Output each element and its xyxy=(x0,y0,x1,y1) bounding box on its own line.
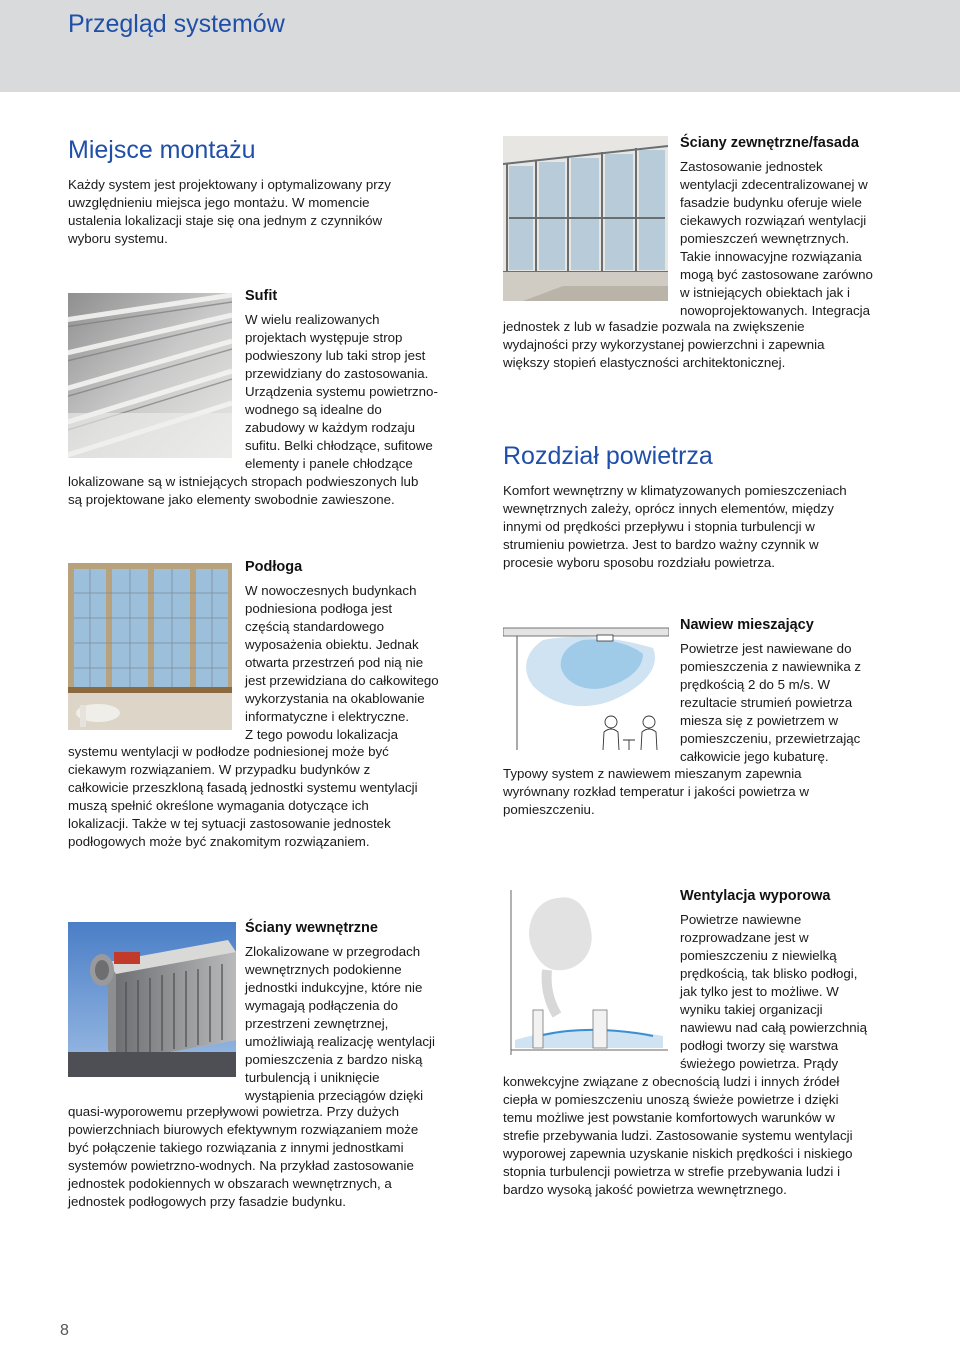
text-line: nowoprojektowanych. Integracja xyxy=(680,303,870,318)
text-line: przewidziany do zastosowania. xyxy=(245,366,429,381)
text-line: ciekawym rozwiązaniem. W przypadku budynków z xyxy=(68,762,371,777)
text-line: całkowicie jego kubaturę. xyxy=(680,749,829,764)
text-line: być połączenie takiego rozwiązania z innymi jednostkami xyxy=(68,1140,404,1155)
text-line: strumieniu powietrza. Jest to bardzo ważny czynnik w xyxy=(503,537,819,552)
text-line: jednostek z lub w fasadzie pozwala na zwiększenie xyxy=(503,319,805,334)
ceiling-photo xyxy=(68,293,232,458)
heading-sufit: Sufit xyxy=(245,288,278,304)
text-line: innymi od prędkości przepływu i stopnia turbulencji w xyxy=(503,519,815,534)
text-line: Typowy system z nawiewem mieszanym zapewnia xyxy=(503,766,802,781)
text-line: jednostki indukcyjne, które nie xyxy=(245,980,423,995)
induction-unit-render xyxy=(68,922,236,1077)
text-line: jednostek podokiennych w obszarach wewnętrznych, a xyxy=(68,1176,392,1191)
text-line: podłogowych może być znakomitym rozwiązaniem. xyxy=(68,834,370,849)
text-line: pomieszczenia z nawiewnika z xyxy=(680,659,862,674)
sciany-wewnetrzne-text-beside xyxy=(245,943,435,1105)
text-line: wydajności przy wykorzystanej powierzchni i zapewnia xyxy=(503,337,825,352)
text-line: rozprowadzane jest w xyxy=(680,930,809,945)
text-line: Z tego powodu lokalizacja xyxy=(245,727,399,742)
text-line: lokalizowane są w istniejących stropach podwieszonych lub xyxy=(68,474,419,489)
raised-floor-photo xyxy=(68,563,232,730)
text-line: wystąpienia przeciągów dzięki xyxy=(245,1088,424,1103)
text-line: częścią standardowego xyxy=(245,619,384,634)
sciany-zewnetrzne-text-beside xyxy=(680,158,873,320)
text-line: Każdy system jest projektowany i optymalizowany przy xyxy=(68,177,391,192)
text-line: wewnętrznych podokienne xyxy=(245,962,402,977)
text-line: Takie innowacyjne rozwiązania xyxy=(680,249,862,264)
text-line: przestrzeni zewnętrznej, xyxy=(245,1016,389,1031)
text-line: wykorzystania na okablowanie xyxy=(245,691,425,706)
text-line: świeżego powietrza. Prądy xyxy=(680,1056,839,1071)
text-line: strefie przebywania ludzi. Zastosowanie systemu wentylacji xyxy=(503,1128,853,1143)
text-line: prędkością 2 do 5 m/s. W xyxy=(680,677,831,692)
text-line: otwarta przestrzeń pod nią nie xyxy=(245,655,424,670)
text-line: lokalizacji. Także w tej sytuacji zastosowanie jednostek xyxy=(68,816,391,831)
text-line: pomieszczeń wewnętrznych. xyxy=(680,231,850,246)
text-line: Powietrze nawiewne xyxy=(680,912,802,927)
displacement-ventilation-diagram xyxy=(503,890,668,1055)
text-line: nawiewu nad całą powierzchnią xyxy=(680,1020,868,1035)
text-line: pomieszczeniu. xyxy=(503,802,595,817)
sciany-wewnetrzne-text-full xyxy=(68,1103,418,1211)
text-line: wymagają podłączenia do xyxy=(245,998,399,1013)
heading-sciany-zewnetrzne: Ściany zewnętrzne/fasada xyxy=(680,135,859,151)
text-line: elementy i panele chłodzące xyxy=(245,456,413,471)
text-line: W wielu realizowanych xyxy=(245,312,380,327)
text-line: uwzględnieniu miejsca jego montażu. W momencie xyxy=(68,195,370,210)
nawiew-text-full xyxy=(503,765,809,819)
text-line: turbulencją i uniknięcie xyxy=(245,1070,380,1085)
wyporowa-text-beside xyxy=(680,911,867,1073)
heading-sciany-wewnetrzne: Ściany wewnętrzne xyxy=(245,920,378,936)
section-title-rozdzial-powietrza: Rozdział powietrza xyxy=(503,442,713,470)
section-title-miejsce-montazu: Miejsce montażu xyxy=(68,136,256,164)
heading-wentylacja-wyporowa: Wentylacja wyporowa xyxy=(680,888,831,904)
text-line: większy stopień elastyczności architektonicznej. xyxy=(503,355,786,370)
text-line: quasi-wyporowemu przepływowi powietrza. Przy dużych xyxy=(68,1104,400,1119)
text-line: pomieszczeniu, przewietrzając xyxy=(680,731,861,746)
text-line: ciepła w pomieszczeniu unoszą świeże powietrze i dzięki xyxy=(503,1092,839,1107)
podloga-text-full xyxy=(68,743,418,851)
podloga-text-beside xyxy=(245,582,439,744)
text-line: Zastosowanie jednostek xyxy=(680,159,823,174)
text-line: jednostek podłogowych przy fasadzie budynku. xyxy=(68,1194,346,1209)
text-line: temu możliwe jest powstanie komfortowych warunków w xyxy=(503,1110,835,1125)
text-line: jest przewidziana do całkowitego xyxy=(245,673,439,688)
text-line: mogą być zastosowane zarówno xyxy=(680,267,873,282)
text-line: fasadzie budynku oferuje wiele xyxy=(680,195,862,210)
text-line: zabudowy w każdym rodzaju xyxy=(245,420,415,435)
text-line: są projektowane jako elementy swobodnie zawieszone. xyxy=(68,492,395,507)
sufit-text-beside xyxy=(245,311,438,473)
text-line: W nowoczesnych budynkach xyxy=(245,583,417,598)
wyporowa-text-full xyxy=(503,1073,853,1199)
text-line: muszą spełnić określone wymagania dotyczące ich xyxy=(68,798,369,813)
text-line: podniesiona podłoga jest xyxy=(245,601,393,616)
text-line: wyporowej zapewnia uzyskanie niskich prędkości i niskiego xyxy=(503,1146,853,1161)
text-line: wyniku takiej organizacji xyxy=(680,1002,823,1017)
sufit-text-full xyxy=(68,473,418,509)
text-line: pomieszczeniu z niewielką xyxy=(680,948,837,963)
text-line: sufitu. Belki chłodzące, sufitowe xyxy=(245,438,433,453)
text-line: umożliwiają realizację wentylacji xyxy=(245,1034,435,1049)
text-line: wyrównany rozkład temperatur i jakości powietrza w xyxy=(503,784,809,799)
text-line: ciekawych rozwiązań wentylacji xyxy=(680,213,867,228)
text-line: projektach występuje strop xyxy=(245,330,403,345)
text-line: miesza się z powietrzem w xyxy=(680,713,839,728)
text-line: ustalenia lokalizacji staje się ona jednym z czynników xyxy=(68,213,383,228)
text-line: Zlokalizowane w przegrodach xyxy=(245,944,421,959)
text-line: całkowicie przeszkloną fasadą jednostki systemu wentylacji xyxy=(68,780,418,795)
text-line: w istniejących obiektach jak i xyxy=(680,285,850,300)
heading-podloga: Podłoga xyxy=(245,559,303,575)
text-line: Urządzenia systemu powietrzno- xyxy=(245,384,438,399)
text-line: Komfort wewnętrzny w klimatyzowanych pomieszczeniach xyxy=(503,483,847,498)
mixing-ventilation-diagram xyxy=(503,622,669,750)
facade-windows-photo xyxy=(503,136,668,301)
text-line: pomieszczenia z bardzo niską xyxy=(245,1052,423,1067)
text-line: wewnętrznych zależy, oprócz innych elementów, między xyxy=(503,501,834,516)
text-line: powierzchniach biurowych efektywnym rozwiązaniem może xyxy=(68,1122,419,1137)
text-line: stopnia turbulencji powietrza w strefie przebywania ludzi i xyxy=(503,1164,841,1179)
heading-nawiew-mieszajacy: Nawiew mieszający xyxy=(680,617,814,633)
sciany-zewnetrzne-text-full xyxy=(503,318,824,372)
text-line: wyposażenia obiektu. Jednak xyxy=(245,637,419,652)
miejsce-intro xyxy=(68,176,448,248)
text-line: systemu wentylacji w podłodze podniesionej może być xyxy=(68,744,389,759)
text-line: podłogi tworzy się warstwa xyxy=(680,1038,839,1053)
text-line: konwekcyjne związane z obecnością ludzi i innych źródeł xyxy=(503,1074,840,1089)
text-line: jak tylko jest to możliwe. W xyxy=(680,984,839,999)
nawiew-text-beside xyxy=(680,640,861,766)
text-line: systemów powietrzno-wodnych. Na przykład zastosowanie xyxy=(68,1158,414,1173)
text-line: prędkością, tak blisko podłogi, xyxy=(680,966,858,981)
rozdzial-intro xyxy=(503,482,847,572)
text-line: bardzo wysoką jakość powietrza wewnętrznego. xyxy=(503,1182,787,1197)
text-line: Powietrze jest nawiewane do xyxy=(680,641,852,656)
text-line: wodnego są idealne do xyxy=(245,402,382,417)
text-line: procesie wyboru sposobu rozdziału powietrza. xyxy=(503,555,775,570)
text-line: podwieszony lub taki strop jest xyxy=(245,348,426,363)
text-line: wentylacji zdecentralizowanej w xyxy=(680,177,868,192)
text-line: rezultacie strumień powietrza xyxy=(680,695,853,710)
page-title: Przegląd systemów xyxy=(68,10,285,38)
page-number: 8 xyxy=(60,1322,69,1339)
text-line: wyboru systemu. xyxy=(68,231,168,246)
text-line: informatyczne i elektryczne. xyxy=(245,709,410,724)
